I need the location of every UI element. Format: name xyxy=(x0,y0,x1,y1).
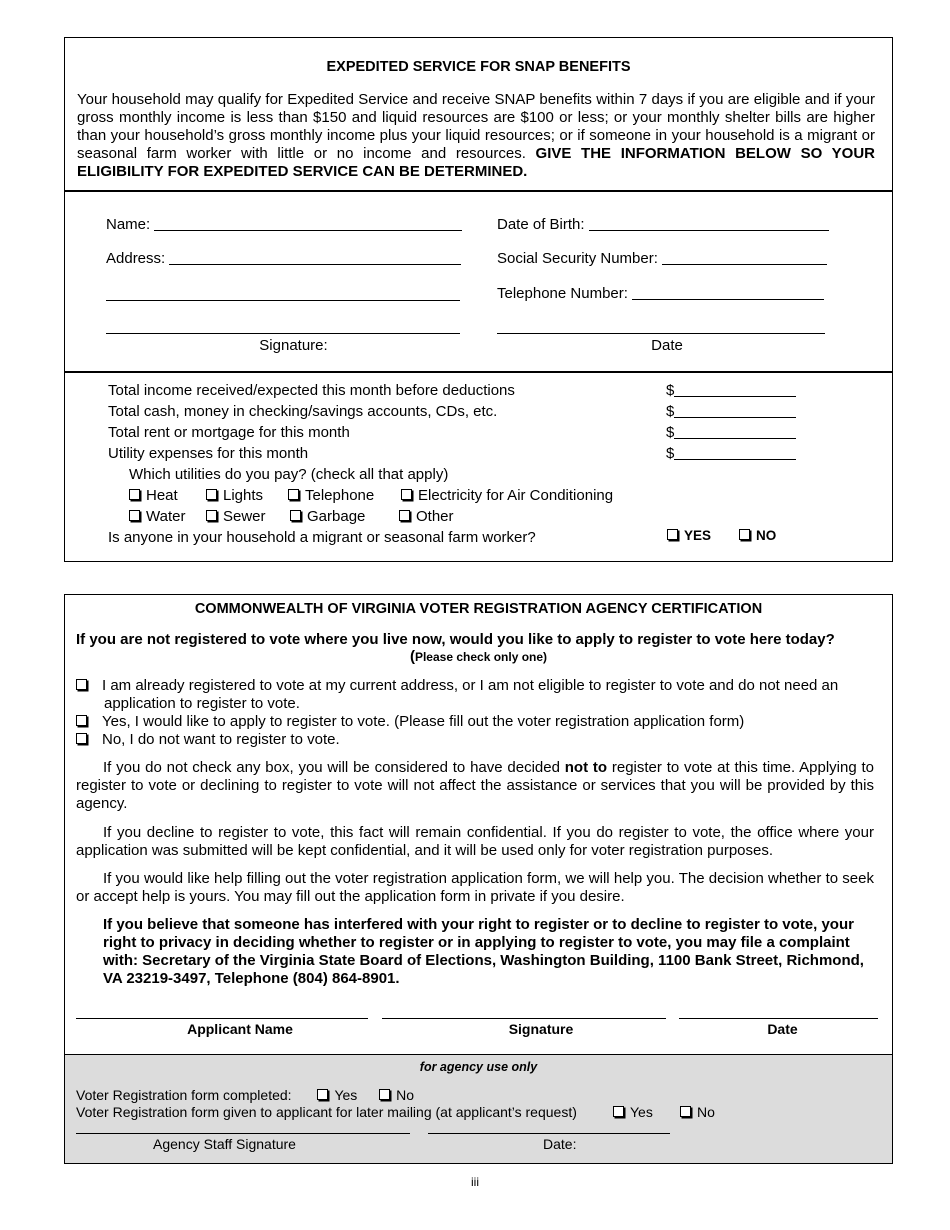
name-label: Name: xyxy=(106,216,151,233)
para-text: If you decline to register to vote, this fact will remain confidential. If you do register to vote, the office where your application was submitted will be kept confidential, and it will be used only for voter registration purposes. xyxy=(76,824,874,859)
snap-intro-text: Your household may qualify for Expedited Service and receive SNAP benefits within 7 days if you are eligible and if your gross monthly income is less than $150 and liquid resources are $100 or less; or your monthly shelter bills are higher than your household’s gross monthly income plus your liquid resources; or if someone in your household is a migrant or seasonal farm worker with little or no income and resources. xyxy=(77,91,875,162)
checkbox-icon[interactable] xyxy=(76,715,87,726)
address-field[interactable] xyxy=(106,250,461,267)
utility-other[interactable] xyxy=(399,508,454,525)
para-text: If you would like help filling out the voter registration application form, we will help you. The decision whether to seek or accept help is yours. You may fill out the application form in private if you desire. xyxy=(76,870,874,905)
no-label: NO xyxy=(756,528,777,543)
utility-garbage[interactable] xyxy=(290,508,365,525)
ssn-label: Social Security Number: xyxy=(497,250,658,267)
address-input-line[interactable] xyxy=(169,264,461,265)
migrant-no-option[interactable] xyxy=(739,528,776,543)
income-amount-field[interactable] xyxy=(666,382,796,399)
checkbox-icon[interactable] xyxy=(76,733,87,744)
completed-no-option[interactable] xyxy=(379,1087,414,1103)
voter-option-already-registered[interactable] xyxy=(76,677,876,713)
checkbox-icon[interactable] xyxy=(206,489,217,500)
yes-label: YES xyxy=(684,528,712,543)
dollar-sign: $ xyxy=(666,424,675,441)
utility-label: Water xyxy=(146,508,186,525)
utility-label: Heat xyxy=(146,487,178,504)
phone-field[interactable] xyxy=(497,285,824,302)
dollar-sign: $ xyxy=(666,445,675,462)
checkbox-icon[interactable] xyxy=(667,529,678,540)
cash-amount-field[interactable] xyxy=(666,403,796,420)
snap-title: EXPEDITED SERVICE FOR SNAP BENEFITS xyxy=(326,59,631,75)
voter-question: If you are not registered to vote where you live now, would you like to apply to register to vote here today? xyxy=(76,631,835,648)
phone-input-line[interactable] xyxy=(632,299,824,300)
voter-title: COMMONWEALTH OF VIRGINIA VOTER REGISTRATION AGENCY CERTIFICATION xyxy=(194,601,763,617)
checkbox-icon[interactable] xyxy=(288,489,299,500)
completed-label: Voter Registration form completed: xyxy=(76,1087,292,1103)
utility-lights[interactable] xyxy=(206,487,263,504)
complaint-text: If you believe that someone has interfered with your right to register or to decline to register to vote, your right to privacy in deciding whether to register or in applying to register to vote, you may file a complaint with: Secretary of the Virginia State Board of Elections, Washington Building, 1100 Bank Street, Richmond, VA 23219-3497, Telephone (804) 864-8901. xyxy=(103,916,864,987)
utility-electricity-ac[interactable] xyxy=(401,487,613,504)
voter-paragraph-3 xyxy=(76,870,874,906)
page-number: iii xyxy=(471,1175,479,1189)
question-utilities: Utility expenses for this month xyxy=(108,445,309,462)
dob-input-line[interactable] xyxy=(589,230,829,231)
applicant-date-line[interactable] xyxy=(679,1018,878,1019)
income-amount-line[interactable] xyxy=(674,396,796,397)
no-label: No xyxy=(697,1104,715,1120)
agency-use-title: for agency use only xyxy=(419,1060,538,1074)
agency-completed-row xyxy=(76,1087,414,1103)
yes-label: Yes xyxy=(334,1087,358,1103)
para-text: register to vote at this time. Applying to register to vote or declining to register to vote will not affect the assistance or services that you will be provided by this agency. xyxy=(76,759,874,812)
utility-label: Electricity for Air Conditioning xyxy=(418,487,614,504)
option-label: Yes, I would like to apply to register to vote. (Please fill out the voter registration application form) xyxy=(102,713,745,730)
address-line-2[interactable] xyxy=(106,300,460,301)
para-text: If you do not check any box, you will be considered to have decided xyxy=(103,759,565,776)
ssn-field[interactable] xyxy=(497,250,827,267)
migrant-yes-option[interactable] xyxy=(667,528,711,543)
dollar-sign: $ xyxy=(666,382,675,399)
staff-date-label: Date: xyxy=(543,1136,577,1152)
utility-label: Other xyxy=(416,508,454,525)
applicant-signature-line[interactable] xyxy=(382,1018,666,1019)
signature-date-line[interactable] xyxy=(497,333,825,334)
checkbox-icon[interactable] xyxy=(739,529,750,540)
name-input-line[interactable] xyxy=(154,230,462,231)
checkbox-icon[interactable] xyxy=(290,510,301,521)
rent-amount-field[interactable] xyxy=(666,424,796,441)
voter-option-yes[interactable] xyxy=(76,713,744,730)
checkbox-icon[interactable] xyxy=(206,510,217,521)
given-no-option[interactable] xyxy=(680,1104,715,1120)
signature-date-label: Date xyxy=(651,337,683,354)
ssn-input-line[interactable] xyxy=(662,264,827,265)
check-note-text: Please check only one) xyxy=(414,650,548,664)
checkbox-icon[interactable] xyxy=(680,1106,691,1117)
utility-label: Telephone xyxy=(305,487,375,504)
address-label: Address: xyxy=(106,250,166,267)
voter-check-note xyxy=(64,648,893,665)
dollar-sign: $ xyxy=(666,403,675,420)
voter-paragraph-2 xyxy=(76,824,874,860)
yes-label: Yes xyxy=(630,1104,653,1120)
utility-label: Lights xyxy=(223,487,264,504)
signature-label: Signature: xyxy=(259,337,328,354)
utility-telephone[interactable] xyxy=(288,487,374,504)
given-label: Voter Registration form given to applicant for later mailing (at applicant’s request) xyxy=(76,1104,577,1120)
applicant-name-label: Applicant Name xyxy=(187,1021,293,1037)
para-bold: not to xyxy=(564,759,608,776)
question-income: Total income received/expected this month before deductions xyxy=(108,382,515,399)
agency-given-row xyxy=(76,1104,577,1120)
question-cash: Total cash, money in checking/savings accounts, CDs, etc. xyxy=(108,403,498,420)
checkbox-icon[interactable] xyxy=(399,510,410,521)
staff-date-line[interactable] xyxy=(428,1133,670,1134)
voter-option-no[interactable] xyxy=(76,731,340,748)
checkbox-icon[interactable] xyxy=(129,510,140,521)
dob-label: Date of Birth: xyxy=(497,216,585,233)
snap-intro-bold: GIVE THE INFORMATION BELOW SO YOUR ELIGIBILITY FOR EXPEDITED SERVICE CAN BE DETERMINED. xyxy=(77,145,875,180)
staff-signature-label: Agency Staff Signature xyxy=(153,1136,296,1152)
staff-signature-line[interactable] xyxy=(76,1133,410,1134)
utilities-amount-line[interactable] xyxy=(674,459,796,460)
completed-yes-option[interactable] xyxy=(317,1087,357,1103)
check-note-paren: ( xyxy=(409,648,415,665)
no-label: No xyxy=(396,1087,415,1103)
checkbox-icon[interactable] xyxy=(401,489,412,500)
checkbox-icon[interactable] xyxy=(379,1089,390,1100)
checkbox-icon[interactable] xyxy=(317,1089,328,1100)
option-label: No, I do not want to register to vote. xyxy=(102,731,340,748)
applicant-date-label: Date xyxy=(767,1021,798,1037)
signature-line[interactable] xyxy=(106,333,460,334)
utility-water[interactable] xyxy=(129,508,185,525)
utilities-which-question: Which utilities do you pay? (check all that apply) xyxy=(129,466,449,483)
utility-sewer[interactable] xyxy=(206,508,266,525)
migrant-question: Is anyone in your household a migrant or seasonal farm worker? xyxy=(108,529,536,546)
checkbox-icon[interactable] xyxy=(613,1106,624,1117)
checkbox-icon[interactable] xyxy=(129,489,140,500)
snap-intro xyxy=(77,91,875,181)
rent-amount-line[interactable] xyxy=(674,438,796,439)
voter-paragraph-1 xyxy=(76,759,874,813)
checkbox-icon[interactable] xyxy=(76,679,87,690)
dob-field[interactable] xyxy=(497,216,829,233)
utility-label: Garbage xyxy=(307,508,366,525)
applicant-signature-label: Signature xyxy=(508,1021,574,1037)
question-rent: Total rent or mortgage for this month xyxy=(108,424,350,441)
utility-heat[interactable] xyxy=(129,487,178,504)
utility-label: Sewer xyxy=(223,508,266,525)
given-yes-option[interactable] xyxy=(613,1104,653,1120)
option-label: I am already registered to vote at my current address, or I am not eligible to register to vote and do not need an application to register to vote. xyxy=(102,677,839,712)
applicant-name-line[interactable] xyxy=(76,1018,368,1019)
utilities-amount-field[interactable] xyxy=(666,445,796,462)
cash-amount-line[interactable] xyxy=(674,417,796,418)
phone-label: Telephone Number: xyxy=(497,285,628,302)
name-field[interactable] xyxy=(106,216,462,233)
voter-complaint-notice xyxy=(103,916,881,988)
